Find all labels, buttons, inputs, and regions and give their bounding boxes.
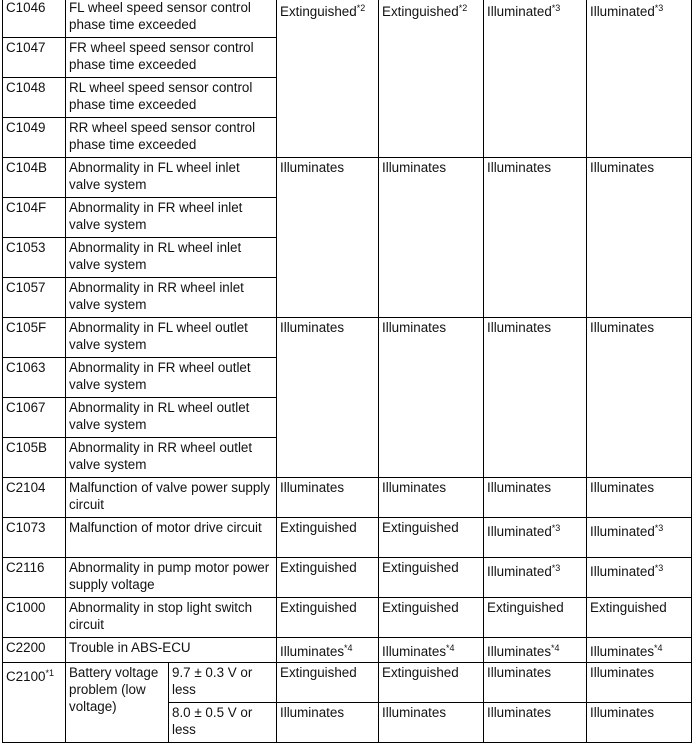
status-cell: Illuminates$^{*4}$ <box>484 638 587 663</box>
dtc-code: C2100$^{*1}$ <box>3 663 66 743</box>
status-cell: Illuminated$^{*3}$ <box>484 558 587 598</box>
status-cell: Illuminates <box>587 663 692 703</box>
dtc-code: C1046 <box>3 0 66 38</box>
status-cell: Illuminated$^{*3}$ <box>587 0 692 158</box>
dtc-description: Abnormality in RL wheel inlet valve system <box>66 238 277 278</box>
dtc-code: C104B <box>3 158 66 198</box>
status-cell: Illuminates <box>277 318 379 478</box>
dtc-description: Abnormality in RL wheel outlet valve system <box>66 398 277 438</box>
table-row <box>3 518 692 558</box>
dtc-description: RR wheel speed sensor control phase time exceeded <box>66 118 277 158</box>
table-row <box>3 638 692 663</box>
dtc-description: FL wheel speed sensor control phase time exceeded <box>66 0 277 38</box>
status-cell: Illuminates <box>587 478 692 518</box>
status-cell: Illuminates <box>277 703 379 743</box>
dtc-description: Abnormality in FR wheel outlet valve system <box>66 358 277 398</box>
dtc-description: RL wheel speed sensor control phase time exceeded <box>66 78 277 118</box>
dtc-description: Abnormality in pump motor power supply voltage <box>66 558 277 598</box>
status-cell: Illuminates <box>484 478 587 518</box>
dtc-code: C2104 <box>3 478 66 518</box>
status-cell: Illuminated$^{*3}$ <box>484 0 587 158</box>
dtc-code: C105B <box>3 438 66 478</box>
dtc-code: C1000 <box>3 598 66 638</box>
status-cell: Illuminates$^{*4}$ <box>587 638 692 663</box>
status-cell: Illuminates$^{*4}$ <box>277 638 379 663</box>
dtc-description: Malfunction of valve power supply circuit <box>66 478 277 518</box>
status-cell: Extinguished$^{*2}$ <box>277 0 379 158</box>
status-cell: Illuminates <box>484 663 587 703</box>
dtc-code: C1053 <box>3 238 66 278</box>
status-cell: Illuminates <box>379 318 484 478</box>
table-row <box>3 598 692 638</box>
status-cell: Illuminates$^{*4}$ <box>379 638 484 663</box>
status-cell: Extinguished <box>379 518 484 558</box>
status-cell: Illuminates <box>587 158 692 318</box>
dtc-description: Abnormality in FL wheel outlet valve system <box>66 318 277 358</box>
table-row <box>3 0 692 38</box>
dtc-code: C1067 <box>3 398 66 438</box>
dtc-code: C1057 <box>3 278 66 318</box>
table-row <box>3 663 692 703</box>
table-row <box>3 558 692 598</box>
status-cell: Extinguished <box>277 598 379 638</box>
status-cell: Illuminates <box>484 318 587 478</box>
dtc-description: Battery voltage problem (low voltage) <box>66 663 169 743</box>
dtc-code: C1048 <box>3 78 66 118</box>
status-cell: Illuminated$^{*3}$ <box>587 518 692 558</box>
status-cell: Illuminates <box>277 478 379 518</box>
dtc-description: Abnormality in RR wheel outlet valve system <box>66 438 277 478</box>
dtc-code: C2116 <box>3 558 66 598</box>
table-row <box>3 478 692 518</box>
table-row <box>3 318 692 358</box>
dtc-description: Abnormality in FR wheel inlet valve system <box>66 198 277 238</box>
status-cell: Extinguished <box>277 558 379 598</box>
status-cell: Illuminated$^{*3}$ <box>484 518 587 558</box>
status-cell: Illuminates <box>379 158 484 318</box>
voltage-condition: 8.0 ± 0.5 V or less <box>169 703 277 743</box>
voltage-condition: 9.7 ± 0.3 V or less <box>169 663 277 703</box>
dtc-code: C1063 <box>3 358 66 398</box>
status-cell: Extinguished <box>587 598 692 638</box>
dtc-description: Trouble in ABS-ECU <box>66 638 277 663</box>
dtc-description: FR wheel speed sensor control phase time exceeded <box>66 38 277 78</box>
dtc-description: Abnormality in stop light switch circuit <box>66 598 277 638</box>
dtc-code: C2200 <box>3 638 66 663</box>
dtc-code: C104F <box>3 198 66 238</box>
dtc-code: C1073 <box>3 518 66 558</box>
dtc-code: C1047 <box>3 38 66 78</box>
status-cell: Illuminates <box>379 703 484 743</box>
dtc-description: Malfunction of motor drive circuit <box>66 518 277 558</box>
status-cell: Extinguished <box>277 518 379 558</box>
status-cell: Illuminates <box>484 158 587 318</box>
dtc-code: C1049 <box>3 118 66 158</box>
status-cell: Extinguished <box>277 663 379 703</box>
status-cell: Illuminates <box>379 478 484 518</box>
status-cell: Illuminates <box>587 703 692 743</box>
status-cell: Extinguished <box>484 598 587 638</box>
dtc-warning-light-table <box>2 0 692 743</box>
status-cell: Illuminates <box>587 318 692 478</box>
status-cell: Illuminates <box>277 158 379 318</box>
status-cell: Illuminates <box>484 703 587 743</box>
dtc-description: Abnormality in FL wheel inlet valve system <box>66 158 277 198</box>
status-cell: Extinguished$^{*2}$ <box>379 0 484 158</box>
status-cell: Illuminated$^{*3}$ <box>587 558 692 598</box>
status-cell: Extinguished <box>379 663 484 703</box>
status-cell: Extinguished <box>379 558 484 598</box>
status-cell: Extinguished <box>379 598 484 638</box>
dtc-description: Abnormality in RR wheel inlet valve system <box>66 278 277 318</box>
table-row <box>3 158 692 198</box>
dtc-code: C105F <box>3 318 66 358</box>
